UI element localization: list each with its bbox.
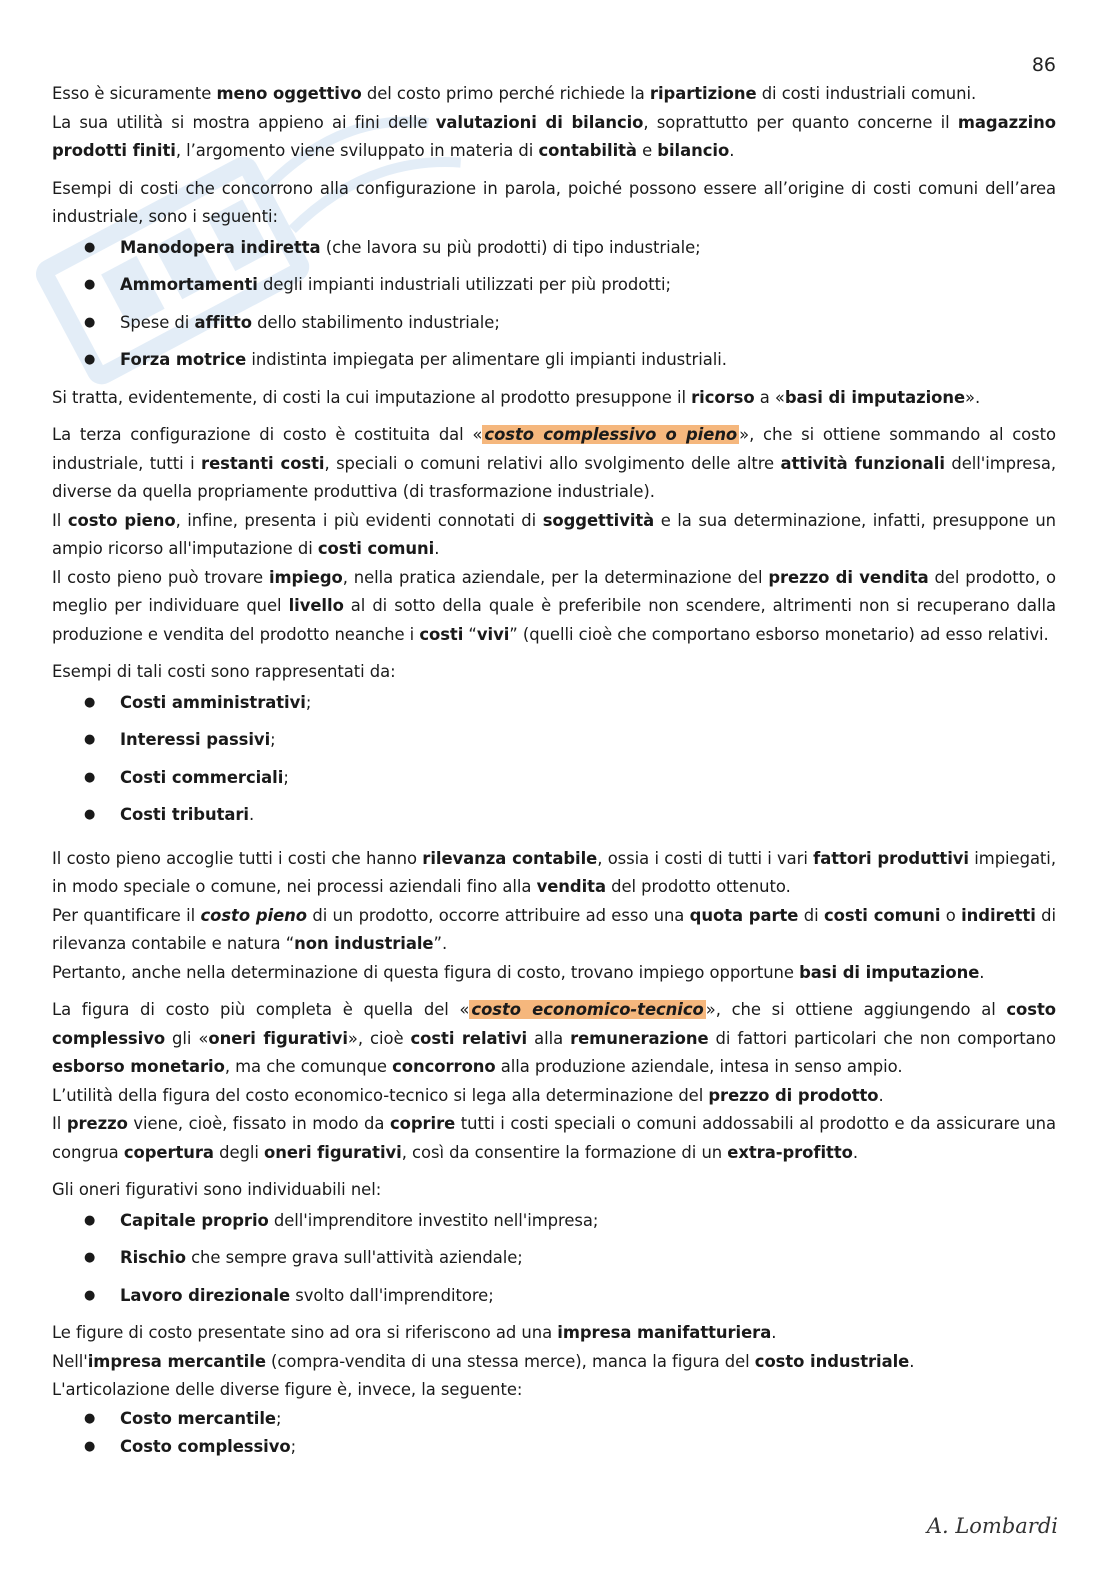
paragraph: Nell'impresa mercantile (compra-vendita di una stessa merce), manca la figura del costo industriale.	[52, 1351, 915, 1371]
paragraph: L’utilità della figura del costo economico-tecnico si lega alla determinazione del prezzo di prodotto.	[52, 1085, 884, 1105]
paragraph: Si tratta, evidentemente, di costi la cui imputazione al prodotto presuppone il ricorso a «basi di imputazione».	[52, 387, 981, 407]
paragraph: Il costo pieno accoglie tutti i costi che hanno rilevanza contabile, ossia i costi di tutti i vari fattori produttivi impiegati, in modo speciale o comune, nei processi aziendali fino alla vendita del prodotto ottenuto.	[52, 848, 1056, 896]
list-item: ● Ammortamenti degli impianti industriali utilizzati per più prodotti;	[52, 271, 1056, 300]
paragraph: Il costo pieno, infine, presenta i più evidenti connotati di soggettività e la sua determinazione, infatti, presuppone un ampio ricorso all'imputazione di costi comuni.	[52, 510, 1057, 558]
paragraph: Esso è sicuramente meno oggettivo del costo primo perché richiede la ripartizione di costi industriali comuni.	[52, 84, 977, 103]
list-item: ● Rischio che sempre grava sull'attività aziendale;	[52, 1244, 1056, 1273]
list-item: ● Manodopera indiretta (che lavora su più prodotti) di tipo industriale;	[52, 234, 1056, 263]
list-item: ● Costi amministrativi;	[52, 689, 1056, 718]
list-item: ● Forza motrice indistinta impiegata per alimentare gli impianti industriali.	[52, 346, 1056, 375]
paragraph: Per quantificare il costo pieno di un prodotto, occorre attribuire ad esso una quota parte di costi comuni o indiretti di rilevanza contabile e natura “non industriale”.	[52, 905, 1056, 953]
paragraph: L'articolazione delle diverse figure è, invece, la seguente:	[52, 1380, 523, 1399]
page-number: 86	[1031, 54, 1056, 76]
bullet-list	[52, 234, 1056, 375]
paragraph: Esempi di costi che concorrono alla configurazione in parola, poiché possono essere all’origine di costi comuni dell’area industriale, sono i seguenti:	[52, 178, 1056, 226]
author-signature: A. Lombardi	[926, 1514, 1058, 1538]
highlight-term: costo economico-tecnico	[471, 1000, 704, 1019]
paragraph: Il prezzo viene, cioè, fissato in modo da coprire tutti i costi speciali o comuni addossabili al prodotto e da assicurare una congrua copertura degli oneri figurativi, così da consentire la formazione di un extra-profitto.	[52, 1114, 1057, 1162]
paragraph: Pertanto, anche nella determinazione di questa figura di costo, trovano impiego opportune basi di imputazione.	[52, 962, 985, 982]
list-item: ● Spese di affitto dello stabilimento industriale;	[52, 309, 1056, 338]
paragraph: Il costo pieno può trovare impiego, nella pratica aziendale, per la determinazione del prezzo di vendita del prodotto, o meglio per individuare quel livello al di sotto della quale è preferibile non scendere, altrimenti non si recuperano dalla produzione e vendita del prodotto neanche i costi “vivi” (quelli cioè che comportano esborso monetario) ad esso relativi.	[52, 567, 1056, 644]
list-item: ● Costo mercantile;	[52, 1405, 1056, 1434]
document-body	[52, 80, 1056, 1462]
paragraph: Gli oneri figurativi sono individuabili nel:	[52, 1180, 382, 1199]
bullet-list	[52, 689, 1056, 830]
paragraph: La sua utilità si mostra appieno ai fini delle valutazioni di bilancio, soprattutto per quanto concerne il magazzino prodotti finiti, l’argomento viene sviluppato in materia di contabilità e bilancio.	[52, 112, 1056, 160]
bullet-list	[52, 1207, 1056, 1311]
list-item: ● Costi tributari.	[52, 801, 1056, 830]
paragraph: Esempi di tali costi sono rappresentati da:	[52, 662, 396, 681]
list-item: ● Costi commerciali;	[52, 764, 1056, 793]
paragraph: La figura di costo più completa è quella del « costo economico-tecnico », che si ottiene aggiungendo al costo complessivo gli «oneri figurativi», cioè costi relativi alla remunerazione di fattori particolari che non comportano esborso monetario, ma che comunque concorrono alla produzione aziendale, intesa in senso ampio.	[52, 1000, 1056, 1076]
paragraph: Le figure di costo presentate sino ad ora si riferiscono ad una impresa manifatturiera.	[52, 1323, 777, 1342]
bullet-list	[52, 1405, 1056, 1462]
list-item: ● Costo complessivo;	[52, 1433, 1056, 1462]
list-item: ● Interessi passivi;	[52, 726, 1056, 755]
paragraph: La terza configurazione di costo è costituita dal « costo complessivo o pieno », che si ottiene sommando al costo industriale, tutti i restanti costi, speciali o comuni relativi allo svolgimento delle altre attività funzionali dell'impresa, diverse da quella propriamente produttiva (di trasformazione industriale).	[52, 425, 1057, 501]
list-item: ● Lavoro direzionale svolto dall'imprenditore;	[52, 1282, 1056, 1311]
list-item: ● Capitale proprio dell'imprenditore investito nell'impresa;	[52, 1207, 1056, 1236]
highlight-term: costo complessivo o pieno	[484, 425, 738, 444]
